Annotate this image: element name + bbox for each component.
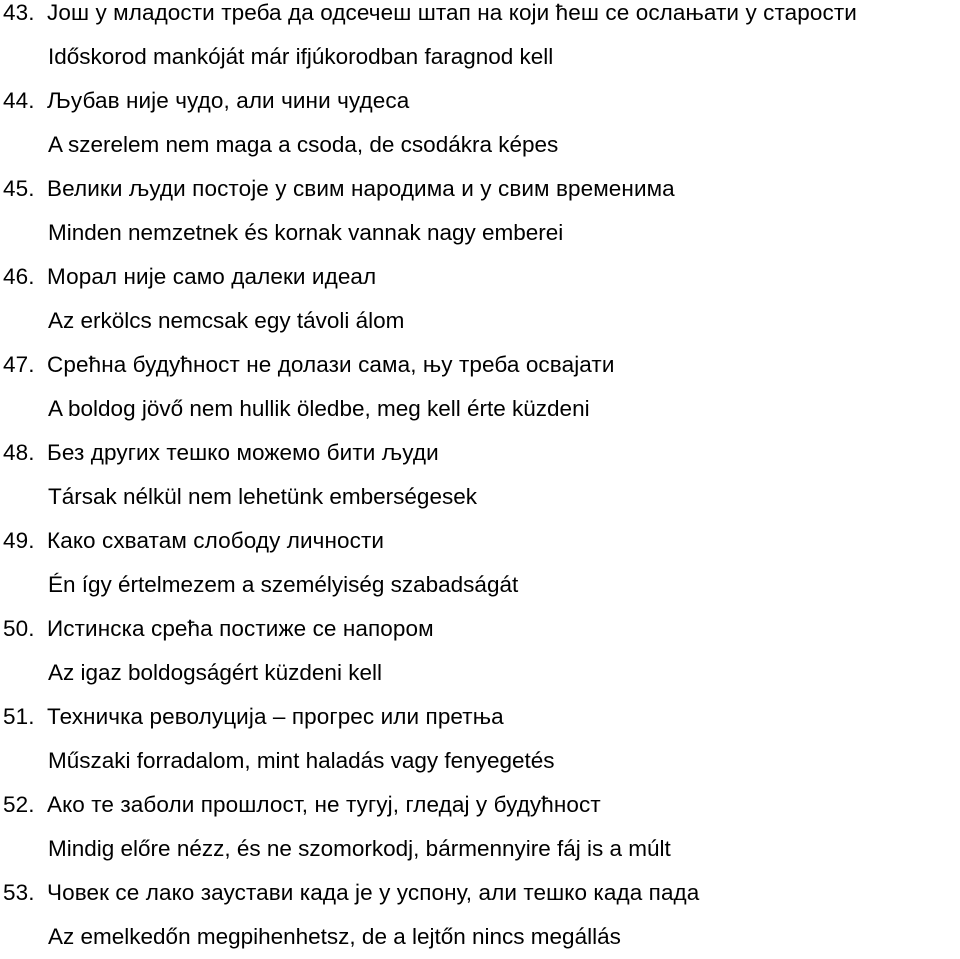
- hungarian-text: Társak nélkül nem lehetünk emberségesek: [48, 484, 477, 509]
- serbian-line: [0, 79, 960, 123]
- entry-43: [0, 0, 960, 79]
- entry-53: [0, 871, 960, 959]
- entry-50: [0, 607, 960, 695]
- entry-44: [0, 79, 960, 167]
- serbian-line: [0, 783, 960, 827]
- entry-48: [0, 431, 960, 519]
- hungarian-text: Mindig előre nézz, és ne szomorkodj, bármennyire fáj is a múlt: [48, 836, 671, 861]
- entry-number: 48.: [3, 440, 35, 465]
- hungarian-text: Az erkölcs nemcsak egy távoli álom: [48, 308, 405, 333]
- hungarian-text: A szerelem nem maga a csoda, de csodákra képes: [48, 132, 559, 157]
- entry-number: 43.: [3, 0, 35, 25]
- entry-number: 46.: [3, 264, 35, 289]
- entry-number: 45.: [3, 176, 35, 201]
- serbian-text: Како схватам слободу личности: [47, 528, 385, 553]
- entry-49: [0, 519, 960, 607]
- entry-number: 50.: [3, 616, 35, 641]
- serbian-line: [0, 695, 960, 739]
- serbian-line: [0, 871, 960, 915]
- serbian-text: Срећна будућност не долази сама, њу треба освајати: [47, 352, 615, 377]
- serbian-text: Истинска срећа постиже се напором: [47, 616, 434, 641]
- serbian-line: [0, 431, 960, 475]
- entry-number: 51.: [3, 704, 35, 729]
- entry-47: [0, 343, 960, 431]
- serbian-line: [0, 255, 960, 299]
- entry-51: [0, 695, 960, 783]
- serbian-text: Љубав није чудо, али чини чудеса: [47, 88, 410, 113]
- serbian-line: [0, 343, 960, 387]
- serbian-text: Човек се лако заустави када је у успону, али тешко када пада: [47, 880, 700, 905]
- hungarian-text: Az igaz boldogságért küzdeni kell: [48, 660, 382, 685]
- entry-46: [0, 255, 960, 343]
- serbian-line: [0, 519, 960, 563]
- serbian-text: Ако те заболи прошлост, не тугуј, гледај у будућност: [47, 792, 601, 817]
- entry-number: 44.: [3, 88, 35, 113]
- hungarian-text: Az emelkedőn megpihenhetsz, de a lejtőn nincs megállás: [48, 924, 621, 949]
- serbian-text: Велики људи постоје у свим народима и у свим временима: [47, 176, 675, 201]
- entry-number: 49.: [3, 528, 35, 553]
- entry-45: [0, 167, 960, 255]
- serbian-line: [0, 167, 960, 211]
- serbian-text: Морал није само далеки идеал: [47, 264, 377, 289]
- serbian-line: [0, 0, 960, 35]
- entry-number: 53.: [3, 880, 35, 905]
- entry-52: [0, 783, 960, 871]
- entry-number: 52.: [3, 792, 35, 817]
- serbian-line: [0, 607, 960, 651]
- hungarian-text: Időskorod mankóját már ifjúkorodban faragnod kell: [48, 44, 554, 69]
- hungarian-text: Én így értelmezem a személyiség szabadságát: [48, 572, 519, 597]
- serbian-text: Без других тешко можемо бити људи: [47, 440, 439, 465]
- serbian-text: Још у младости треба да одсечеш штап на који ћеш се ослањати у старости: [47, 0, 857, 25]
- entry-number: 47.: [3, 352, 35, 377]
- hungarian-text: Műszaki forradalom, mint haladás vagy fenyegetés: [48, 748, 555, 773]
- serbian-text: Техничка револуција – прогрес или претња: [47, 704, 504, 729]
- hungarian-text: Minden nemzetnek és kornak vannak nagy emberei: [48, 220, 564, 245]
- hungarian-text: A boldog jövő nem hullik öledbe, meg kell érte küzdeni: [48, 396, 590, 421]
